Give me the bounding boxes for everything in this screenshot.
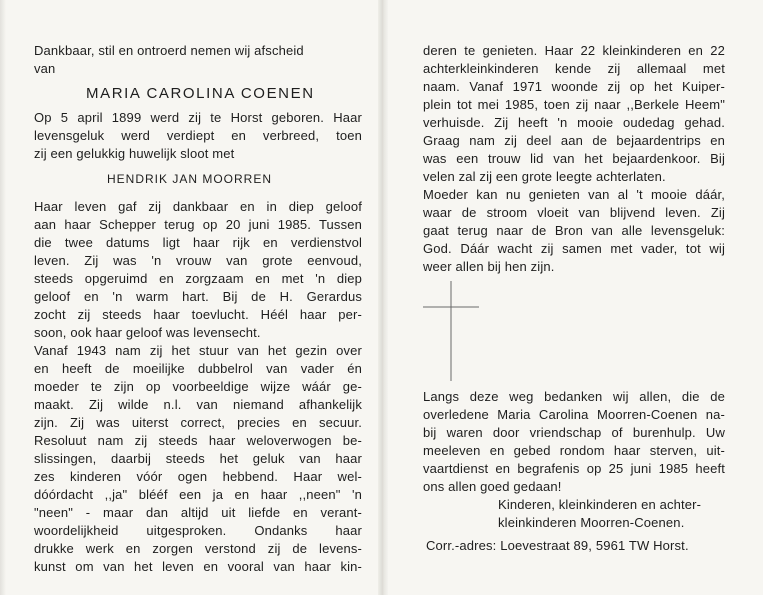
body-line: Vanaf 1943 nam zij het stuur van het gezin over [34,343,362,358]
body-line: moeder te zijn op voorbeeldige wijze wáár ge- [34,379,362,394]
correspondence-address: Corr.-adres: Loevestraat 89, 5961 TW Horst. [426,538,689,553]
body-line: steeds opgeruimd en zorgzaam en met 'n diep [34,271,362,286]
body-line: Haar leven gaf zij dankbaar en in diep geloof [34,199,362,214]
body-line: maakt. Zij wilde n.l. van niemand afhankelijk [34,397,362,412]
thanks-line: Langs deze weg bedanken wij allen, die de [423,389,725,404]
body-line: kunst om van het leven en vooral van haar kin- [34,559,362,574]
thanks-line: ons allen goed gedaan! [423,479,562,494]
body-line: leven. Zij was 'n vrouw van grote eenvoud, [34,253,362,268]
birth-line: zij een gelukkig huwelijk sloot met [34,146,235,161]
signature-line: Kinderen, kleinkinderen en achter- [498,497,702,512]
spouse-name: HENDRIK JAN MOORREN [107,172,273,186]
body-line: was een trouw lid van het bejaardenkoor. Bij [423,151,725,166]
body-line: Graag nam zij deel aan de bejaardentrips en [423,133,725,148]
body-line: geloof en 'n warm hart. Bij de H. Gerardus [34,289,362,304]
body-line: gaat terug naar de Bron van alle levensgeluk: [423,223,725,238]
cross-icon [423,281,483,381]
body-line: velen zal zij een grote leegte achterlaten. [423,169,666,184]
body-line: die twee datums ligt haar rijk en verdienstvol [34,235,362,250]
body-line: en heeft de moeilijke dubbelrol van vader én [34,361,362,376]
body-line: dóórdacht ,,ja" blééf een ja en haar ,,neen" 'n [34,487,362,502]
deceased-name: MARIA CAROLINA COENEN [86,85,315,102]
intro-line: van [34,61,56,76]
thanks-line: overledene Maria Carolina Moorren-Coenen na- [423,407,725,422]
body-line: verhuisde. Zij heeft 'n mooie oudedag gehad. [423,115,725,130]
body-line: woordelijkheid uitgesproken. Ondanks haar [34,523,362,538]
body-line: zes kinderen vóór ogen hebbend. Haar wel- [34,469,362,484]
body-line: God. Dáár wacht zij samen met vader, tot wij [423,241,725,256]
body-line: achterkleinkinderen kende zij allemaal met [423,61,725,76]
body-line: drukke werk en zorgen verstond zij de levens- [34,541,362,556]
birth-line: levensgeluk werd verdiept en verbreed, toen [34,128,362,143]
body-line: naam. Vanaf 1971 woonde zij op het Kuiper- [423,79,725,94]
body-line: deren te genieten. Haar 22 kleinkinderen en 22 [423,43,725,58]
body-line: aan haar Schepper terug op 20 juni 1985. Tussen [34,217,362,232]
body-line: "neen" - maar dan altijd uit liefde en verant- [34,505,362,520]
birth-line: Op 5 april 1899 werd zij te Horst geboren. Haar [34,110,362,125]
body-line: Resoluut nam zij steeds haar weloverwogen be- [34,433,362,448]
body-line: soon, ook haar geloof was levensecht. [34,325,261,340]
thanks-line: vaartdienst en begrafenis op 25 juni 1985 heeft [423,461,725,476]
body-line: weer allen bij hen zijn. [423,259,555,274]
center-fold [378,0,388,595]
body-line: zocht zij steeds haar toevlucht. Héél haar per- [34,307,362,322]
intro-line: Dankbaar, stil en ontroerd nemen wij afscheid [34,43,304,58]
body-line: plein tot mei 1985, toen zij naar ,,Berkele Heem" [423,97,725,112]
thanks-line: meeleven en gebed rondom haar sterven, uit- [423,443,725,458]
card-left-edge [0,0,6,595]
signature-line: kleinkinderen Moorren-Coenen. [498,515,685,530]
thanks-line: bij waren door vriendschap of burenhulp. Uw [423,425,725,440]
body-line: waar de stroom vloeit van blijvend leven. Zij [423,205,725,220]
body-line: slissingen, daarbij steeds het geluk van haar [34,451,362,466]
body-line: zijn. Zij was uiterst correct, precies en secuur. [34,415,362,430]
body-line: Moeder kan nu genieten van al 't mooie dáár, [423,187,725,202]
